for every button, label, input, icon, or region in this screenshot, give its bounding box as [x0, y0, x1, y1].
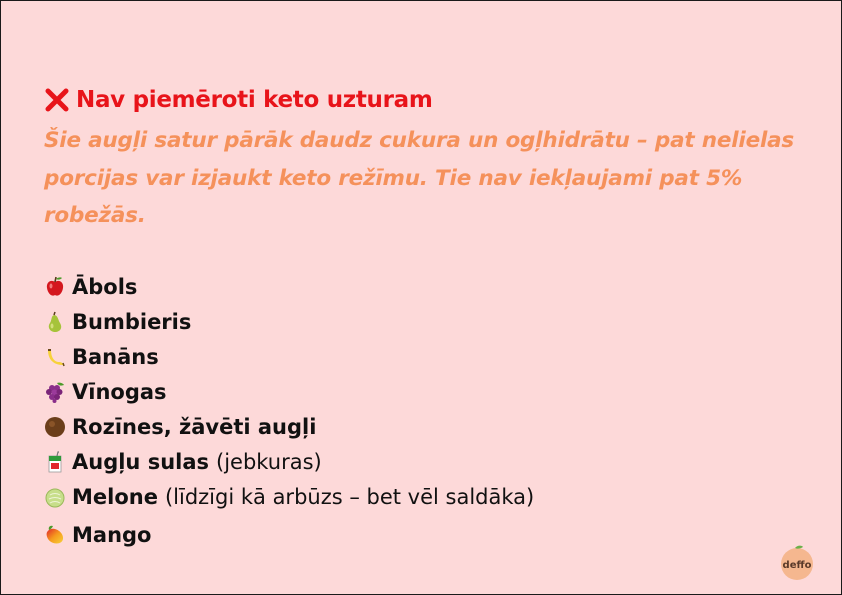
deffo-logo — [778, 544, 816, 582]
item-name: Rozīnes, žāvēti augļi — [72, 415, 317, 439]
logo-text: deffo — [782, 560, 812, 571]
cross-mark-icon — [44, 87, 70, 113]
list-item — [44, 523, 151, 547]
list-item — [44, 380, 167, 404]
item-note: (līdzīgi kā arbūzs – bet vēl saldāka) — [164, 485, 535, 509]
item-name: Bumbieris — [72, 310, 192, 334]
list-item — [44, 485, 534, 509]
item-name: Augļu sulas — [72, 450, 210, 474]
page-title — [44, 87, 433, 113]
beverage-box-icon — [44, 451, 66, 473]
list-item — [44, 415, 316, 439]
banana-icon — [44, 346, 66, 368]
mango-icon — [44, 524, 66, 546]
page-title-text: Nav piemēroti keto uzturam — [76, 87, 433, 113]
list-item — [44, 310, 191, 334]
item-name: Mango — [72, 523, 152, 547]
list-item — [44, 450, 322, 474]
grapes-icon — [44, 381, 66, 403]
item-name: Vīnogas — [72, 380, 167, 404]
item-note: (jebkuras) — [216, 450, 322, 474]
item-name: Melone — [72, 485, 158, 509]
pear-icon — [44, 311, 66, 333]
item-name: Banāns — [72, 345, 159, 369]
list-item — [44, 275, 137, 299]
item-name: Ābols — [72, 275, 138, 299]
melon-icon — [44, 486, 66, 508]
apple-icon — [44, 276, 66, 298]
brown-circle-icon — [44, 416, 66, 438]
list-item — [44, 345, 159, 369]
subtitle: Šie augļi satur pārāk daudz cukura un ogļhidrātu – pat nelielas porcijas var izjaukt keto režīmu. Tie nav iekļaujami pat 5% robežās. — [44, 128, 795, 228]
